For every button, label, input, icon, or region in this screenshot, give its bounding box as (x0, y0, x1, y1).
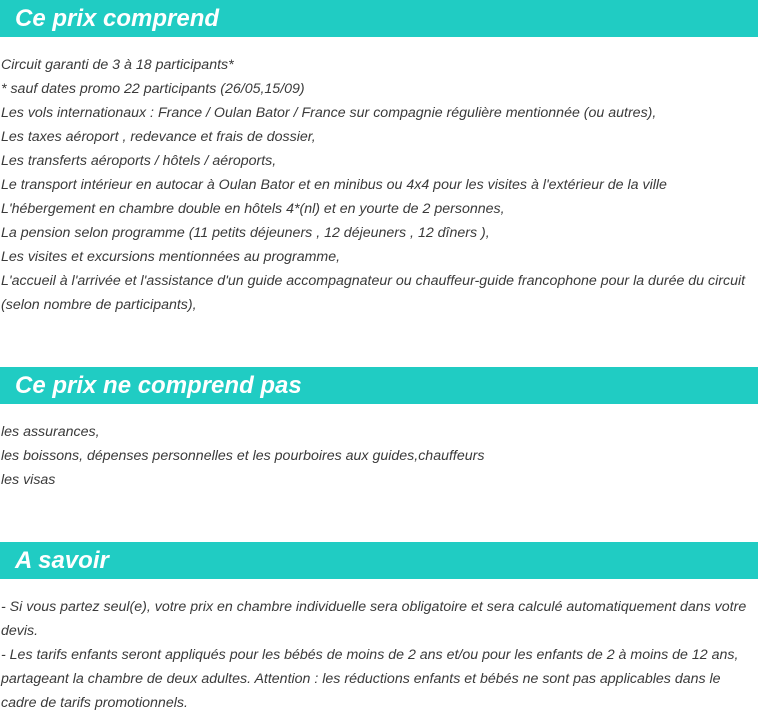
included-item: L'hébergement en chambre double en hôtels 4*(nl) et en yourte de 2 personnes, (1, 201, 505, 217)
included-item: Les visites et excursions mentionnées au programme, (1, 249, 341, 265)
section-header-ce-prix-ne-comprend-pas: Ce prix ne comprend pas (0, 367, 758, 404)
section-content-ce-prix-ne-comprend-pas (0, 420, 758, 492)
included-item: Les taxes aéroport , redevance et frais de dossier, (1, 129, 316, 145)
included-item: * sauf dates promo 22 participants (26/05,15/09) (1, 81, 305, 97)
included-item: Les transferts aéroports / hôtels / aéroports, (1, 153, 277, 169)
included-item: Le transport intérieur en autocar à Oulan Bator et en minibus ou 4x4 pour les visites à l'extérieur de la ville (1, 177, 667, 193)
included-item: Circuit garanti de 3 à 18 participants* (1, 57, 234, 73)
included-item: Les vols internationaux : France / Oulan Bator / France sur compagnie régulière mentionnée (ou autres), (1, 105, 657, 121)
excluded-item: les boissons, dépenses personnelles et les pourboires aux guides,chauffeurs (1, 448, 485, 464)
section-content-ce-prix-comprend (0, 53, 758, 317)
section-header-a-savoir: A savoir (0, 542, 758, 579)
included-item: La pension selon programme (11 petits déjeuners , 12 déjeuners , 12 dîners ), (1, 225, 490, 241)
excluded-item: les visas (1, 472, 56, 488)
section-content-a-savoir (0, 595, 758, 715)
info-item: - Les tarifs enfants seront appliqués pour les bébés de moins de 2 ans et/ou pour les enfants de 2 à moins de 12 ans, partageant la chambre de deux adultes. Attention : les réductions enfants et bébés ne sont pas applicables dans le cadre de tarifs promotionnels. (1, 647, 739, 711)
excluded-item: les assurances, (1, 424, 100, 440)
section-header-ce-prix-comprend: Ce prix comprend (0, 0, 758, 37)
included-item: L'accueil à l'arrivée et l'assistance d'un guide accompagnateur ou chauffeur-guide francophone pour la durée du circuit (selon nombre de participants), (1, 273, 746, 313)
info-item: - Si vous partez seul(e), votre prix en chambre individuelle sera obligatoire et sera calculé automatiquement dans votre devis. (1, 599, 747, 639)
